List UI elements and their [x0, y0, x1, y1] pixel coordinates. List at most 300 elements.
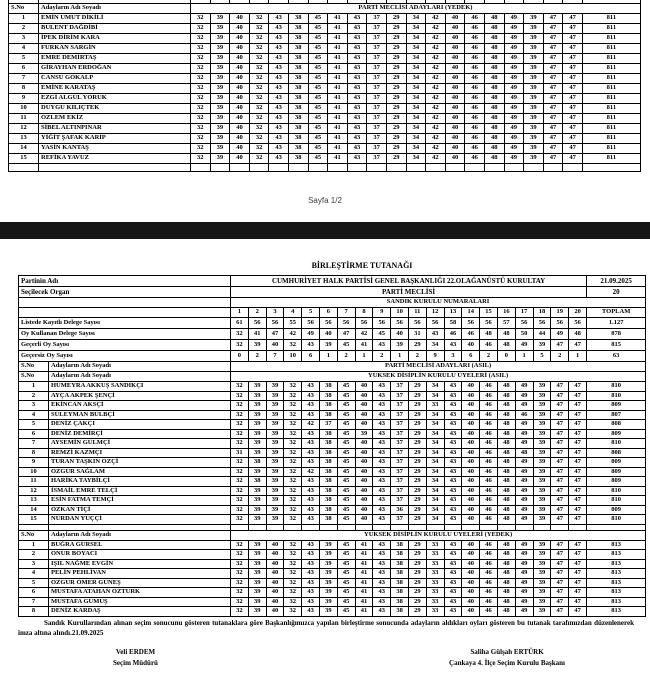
- stat-value-cell: 40: [462, 340, 480, 351]
- vote-cell: 29: [408, 540, 426, 550]
- vote-cell: 40: [445, 83, 465, 93]
- empty-name-cell: [39, 163, 191, 171]
- empty-vote-cell: [386, 163, 406, 171]
- vote-cell: 39: [524, 53, 544, 63]
- vote-cell: 37: [367, 153, 387, 163]
- vote-cell: 45: [337, 540, 355, 550]
- total-cell: 809: [587, 467, 646, 477]
- vote-cell: 46: [465, 143, 485, 153]
- candidate-sno-cell: 1: [9, 13, 39, 23]
- vote-cell: 46: [515, 410, 533, 420]
- vote-cell: 48: [497, 429, 515, 439]
- stat-value-cell: 50: [515, 329, 533, 340]
- stat-total-cell: 815: [587, 340, 646, 351]
- vote-cell: 32: [231, 467, 249, 477]
- vote-cell: 40: [462, 448, 480, 458]
- vote-cell: 32: [249, 63, 269, 73]
- vote-cell: 47: [569, 486, 587, 496]
- vote-cell: 49: [515, 420, 533, 430]
- stat-value-cell: 40: [266, 340, 284, 351]
- sno-header-cell: S.No: [19, 530, 49, 540]
- vote-cell: 37: [391, 382, 409, 392]
- vote-cell: 46: [465, 23, 485, 33]
- vote-cell: 39: [524, 153, 544, 163]
- stat-value-cell: 1: [569, 351, 587, 362]
- vote-cell: 40: [445, 123, 465, 133]
- vote-cell: 38: [288, 43, 308, 53]
- stat-value-cell: 56: [533, 318, 551, 329]
- vote-cell: 39: [319, 588, 337, 598]
- vote-cell: 32: [249, 23, 269, 33]
- vote-cell: 49: [504, 153, 524, 163]
- candidate-name-cell: NURDAN YÜÇÇİ: [49, 515, 231, 525]
- vote-cell: 34: [406, 103, 426, 113]
- page-number-label: Sayfa 1/2: [308, 196, 342, 205]
- vote-cell: 41: [355, 550, 373, 560]
- vote-cell: 34: [426, 486, 444, 496]
- vote-cell: 46: [480, 607, 498, 617]
- vote-cell: 47: [543, 33, 563, 43]
- vote-cell: 43: [302, 569, 320, 579]
- vote-cell: 39: [524, 143, 544, 153]
- vote-cell: 43: [302, 439, 320, 449]
- vote-cell: 34: [406, 143, 426, 153]
- vote-cell: 39: [533, 448, 551, 458]
- vote-cell: 39: [248, 540, 266, 550]
- vote-cell: 37: [391, 486, 409, 496]
- stat-value-cell: 1: [391, 351, 409, 362]
- vote-cell: 39: [248, 569, 266, 579]
- vote-cell: 39: [533, 559, 551, 569]
- stat-value-cell: 0: [497, 351, 515, 362]
- vote-cell: 45: [308, 43, 328, 53]
- vote-cell: 39: [248, 505, 266, 515]
- vote-cell: 37: [391, 448, 409, 458]
- vote-cell: 47: [563, 63, 583, 73]
- vote-cell: 39: [248, 391, 266, 401]
- stat-value-cell: 46: [462, 329, 480, 340]
- stat-row: [19, 329, 646, 340]
- vote-cell: 38: [319, 382, 337, 392]
- vote-cell: 49: [504, 33, 524, 43]
- ballot-number-cell: 17: [515, 308, 533, 318]
- vote-cell: 47: [569, 401, 587, 411]
- vote-cell: 32: [284, 448, 302, 458]
- vote-cell: 40: [445, 23, 465, 33]
- vote-cell: 32: [284, 410, 302, 420]
- vote-cell: 42: [426, 153, 446, 163]
- vote-cell: 41: [328, 23, 348, 33]
- stat-row: [19, 351, 646, 362]
- vote-cell: 29: [386, 123, 406, 133]
- vote-cell: 34: [406, 53, 426, 63]
- empty-vote-cell: [210, 163, 230, 171]
- vote-cell: 46: [480, 439, 498, 449]
- candidate-name-cell: PELİN PEHLİVAN: [49, 569, 231, 579]
- vote-cell: 43: [269, 23, 289, 33]
- candidate-name-cell: HARİKA TAYBİLÇİ: [49, 477, 231, 487]
- vote-cell: 49: [515, 458, 533, 468]
- vote-cell: 40: [462, 569, 480, 579]
- vote-cell: 40: [230, 133, 250, 143]
- vote-cell: 47: [551, 401, 569, 411]
- vote-cell: 47: [569, 550, 587, 560]
- vote-cell: 39: [248, 429, 266, 439]
- vote-cell: 40: [230, 33, 250, 43]
- vote-cell: 39: [248, 486, 266, 496]
- vote-cell: 43: [444, 597, 462, 607]
- vote-cell: 39: [266, 410, 284, 420]
- vote-cell: 49: [515, 439, 533, 449]
- total-cell: 811: [582, 43, 640, 53]
- ballot-number-cell: 4: [284, 308, 302, 318]
- vote-cell: 32: [249, 73, 269, 83]
- vote-cell: 48: [484, 103, 504, 113]
- vote-cell: 29: [408, 496, 426, 506]
- vote-cell: 47: [569, 559, 587, 569]
- name-header-cell: Adayların Adı Soyadı: [49, 362, 231, 372]
- vote-cell: 39: [266, 496, 284, 506]
- stat-value-cell: 45: [373, 329, 391, 340]
- candidate-row: [9, 93, 641, 103]
- vote-cell: 40: [445, 153, 465, 163]
- vote-cell: 39: [524, 73, 544, 83]
- vote-cell: 40: [230, 63, 250, 73]
- ballot-number-cell: 5: [302, 308, 320, 318]
- vote-cell: 29: [408, 448, 426, 458]
- stat-value-cell: 42: [355, 329, 373, 340]
- vote-cell: 38: [288, 153, 308, 163]
- vote-cell: 43: [373, 391, 391, 401]
- vote-cell: 47: [563, 153, 583, 163]
- vote-cell: 48: [497, 448, 515, 458]
- vote-cell: 45: [337, 607, 355, 617]
- vote-cell: 48: [497, 540, 515, 550]
- vote-cell: 29: [408, 429, 426, 439]
- vote-cell: 29: [408, 391, 426, 401]
- stat-total-cell: 63: [587, 351, 646, 362]
- vote-cell: 39: [533, 467, 551, 477]
- vote-cell: 45: [308, 83, 328, 93]
- vote-cell: 39: [266, 467, 284, 477]
- vote-cell: 39: [248, 607, 266, 617]
- vote-cell: 37: [367, 93, 387, 103]
- candidate-sno-cell: 13: [19, 496, 49, 506]
- vote-cell: 49: [504, 103, 524, 113]
- vote-cell: 40: [266, 588, 284, 598]
- vote-cell: 32: [231, 410, 249, 420]
- vote-cell: 43: [444, 588, 462, 598]
- vote-cell: 47: [569, 540, 587, 550]
- vote-cell: 38: [288, 143, 308, 153]
- vote-cell: 43: [302, 550, 320, 560]
- vote-cell: 43: [373, 410, 391, 420]
- vote-cell: 43: [444, 486, 462, 496]
- vote-cell: 40: [445, 43, 465, 53]
- vote-cell: 39: [319, 540, 337, 550]
- vote-cell: 37: [391, 391, 409, 401]
- vote-cell: 40: [266, 569, 284, 579]
- vote-cell: 40: [355, 401, 373, 411]
- vote-cell: 29: [386, 13, 406, 23]
- vote-cell: 38: [288, 63, 308, 73]
- total-cell: 811: [582, 93, 640, 103]
- vote-cell: 43: [302, 477, 320, 487]
- stat-value-cell: 56: [462, 318, 480, 329]
- vote-cell: 37: [319, 420, 337, 430]
- candidate-row: [19, 486, 646, 496]
- empty-vote-cell: [445, 163, 465, 171]
- vote-cell: 38: [319, 429, 337, 439]
- asil-ydk-header-row: [19, 372, 646, 382]
- vote-cell: 39: [533, 588, 551, 598]
- vote-cell: 43: [269, 143, 289, 153]
- vote-cell: 29: [386, 153, 406, 163]
- vote-cell: 48: [484, 123, 504, 133]
- vote-cell: 37: [367, 143, 387, 153]
- vote-cell: 46: [480, 588, 498, 598]
- vote-cell: 47: [543, 153, 563, 163]
- vote-cell: 45: [308, 23, 328, 33]
- vote-cell: 40: [462, 382, 480, 392]
- vote-cell: 39: [248, 588, 266, 598]
- vote-cell: 47: [569, 505, 587, 515]
- vote-cell: 48: [484, 73, 504, 83]
- empty-vote-cell: [347, 163, 367, 171]
- vote-cell: 29: [386, 53, 406, 63]
- vote-cell: 46: [465, 53, 485, 63]
- vote-cell: 38: [288, 23, 308, 33]
- vote-cell: 43: [444, 505, 462, 515]
- section-title-cell: PARTİ MECLİSİ ADAYLARI (YEDEK): [191, 3, 641, 13]
- vote-cell: 49: [515, 550, 533, 560]
- vote-cell: 29: [386, 113, 406, 123]
- candidate-sno-cell: 4: [19, 569, 49, 579]
- vote-cell: 45: [308, 63, 328, 73]
- vote-cell: 43: [373, 588, 391, 598]
- vote-cell: 45: [337, 401, 355, 411]
- vote-cell: 48: [497, 588, 515, 598]
- vote-cell: 48: [497, 420, 515, 430]
- vote-cell: 38: [248, 477, 266, 487]
- vote-cell: 29: [386, 23, 406, 33]
- vote-cell: 47: [551, 515, 569, 525]
- candidate-row: [19, 420, 646, 430]
- vote-cell: 48: [484, 13, 504, 23]
- vote-cell: 32: [249, 103, 269, 113]
- total-cell: 810: [587, 486, 646, 496]
- vote-cell: 46: [480, 458, 498, 468]
- stat-value-cell: 56: [391, 318, 409, 329]
- ballot-number-cell: 11: [408, 308, 426, 318]
- total-cell: 811: [582, 33, 640, 43]
- stat-value-cell: 47: [266, 329, 284, 340]
- vote-cell: 43: [444, 391, 462, 401]
- vote-cell: 47: [569, 439, 587, 449]
- vote-cell: 39: [524, 113, 544, 123]
- vote-cell: 32: [249, 53, 269, 63]
- vote-cell: 33: [426, 540, 444, 550]
- vote-cell: 47: [543, 113, 563, 123]
- ballot-number-cell: 8: [355, 308, 373, 318]
- candidate-name-cell: HÜMEYRA AKKUŞ SANDIKÇI: [49, 382, 231, 392]
- stat-value-cell: 32: [284, 340, 302, 351]
- total-cell: 813: [587, 578, 646, 588]
- vote-cell: 43: [302, 486, 320, 496]
- vote-cell: 34: [426, 410, 444, 420]
- vote-cell: 41: [328, 43, 348, 53]
- vote-cell: 37: [367, 83, 387, 93]
- vote-cell: 47: [551, 391, 569, 401]
- blank-cell: [19, 298, 231, 308]
- vote-cell: 39: [533, 540, 551, 550]
- ballot-header-cell: SANDIK KURULU NUMARALARI: [231, 298, 646, 308]
- vote-cell: 39: [355, 429, 373, 439]
- vote-cell: 34: [406, 133, 426, 143]
- vote-cell: 37: [367, 123, 387, 133]
- vote-cell: 40: [355, 410, 373, 420]
- candidate-row: [19, 401, 646, 411]
- stat-value-cell: 43: [302, 340, 320, 351]
- candidate-sno-cell: 6: [19, 429, 49, 439]
- total-cell: 813: [587, 569, 646, 579]
- vote-cell: 42: [426, 93, 446, 103]
- vote-cell: 49: [515, 429, 533, 439]
- vote-cell: 34: [406, 83, 426, 93]
- vote-cell: 43: [347, 153, 367, 163]
- candidate-name-cell: ÖZGÜR ÖMER GÜNEŞ: [49, 578, 231, 588]
- vote-cell: 47: [569, 448, 587, 458]
- vote-cell: 38: [288, 73, 308, 83]
- vote-cell: 40: [462, 486, 480, 496]
- vote-cell: 43: [269, 53, 289, 63]
- vote-cell: 39: [248, 559, 266, 569]
- ballot-number-cell: 2: [248, 308, 266, 318]
- vote-cell: 46: [465, 73, 485, 83]
- vote-cell: 43: [347, 13, 367, 23]
- vote-cell: 40: [462, 515, 480, 525]
- candidate-name-cell: REMZİ KAZMÇI: [49, 448, 231, 458]
- vote-cell: 46: [480, 420, 498, 430]
- vote-cell: 32: [231, 515, 249, 525]
- vote-cell: 43: [373, 382, 391, 392]
- vote-cell: 49: [504, 63, 524, 73]
- vote-cell: 40: [462, 578, 480, 588]
- vote-cell: 40: [266, 559, 284, 569]
- vote-cell: 34: [406, 63, 426, 73]
- stat-value-cell: 2: [248, 351, 266, 362]
- vote-cell: 38: [288, 133, 308, 143]
- vote-cell: 40: [230, 143, 250, 153]
- candidate-sno-cell: 1: [19, 540, 49, 550]
- vote-cell: 40: [445, 93, 465, 103]
- vote-cell: 39: [524, 13, 544, 23]
- vote-cell: 32: [249, 123, 269, 133]
- vote-cell: 46: [465, 43, 485, 53]
- vote-cell: 29: [408, 588, 426, 598]
- vote-cell: 48: [484, 63, 504, 73]
- page1-header-row: [9, 3, 641, 13]
- candidate-name-cell: ESİN FATMA TEMÇİ: [49, 496, 231, 506]
- vote-cell: 39: [524, 43, 544, 53]
- ballot-number-cell: 20: [569, 308, 587, 318]
- vote-cell: 49: [515, 578, 533, 588]
- vote-cell: 45: [337, 578, 355, 588]
- vote-cell: 49: [504, 143, 524, 153]
- vote-cell: 42: [302, 420, 320, 430]
- vote-cell: 32: [284, 578, 302, 588]
- vote-cell: 38: [319, 496, 337, 506]
- vote-cell: 43: [347, 73, 367, 83]
- vote-cell: 46: [480, 391, 498, 401]
- vote-cell: 47: [551, 607, 569, 617]
- vote-cell: 47: [569, 496, 587, 506]
- vote-cell: 42: [426, 103, 446, 113]
- vote-cell: 45: [337, 505, 355, 515]
- empty-vote-cell: [484, 163, 504, 171]
- vote-cell: 47: [551, 540, 569, 550]
- vote-cell: 40: [462, 429, 480, 439]
- candidate-row: [9, 23, 641, 33]
- vote-cell: 39: [210, 63, 230, 73]
- vote-cell: 48: [484, 93, 504, 103]
- vote-cell: 39: [210, 73, 230, 83]
- vote-cell: 48: [497, 515, 515, 525]
- vote-cell: 42: [302, 467, 320, 477]
- vote-cell: 32: [191, 13, 211, 23]
- candidate-row: [9, 33, 641, 43]
- vote-cell: 45: [308, 33, 328, 43]
- ballot-number-cell: 9: [373, 308, 391, 318]
- vote-cell: 43: [373, 496, 391, 506]
- empty-vote-cell: [543, 163, 563, 171]
- stat-value-cell: 42: [284, 329, 302, 340]
- date-cell: 21.09.2025: [587, 276, 646, 287]
- vote-cell: 39: [248, 401, 266, 411]
- vote-cell: 32: [231, 477, 249, 487]
- vote-cell: 46: [465, 123, 485, 133]
- stat-value-cell: 47: [551, 340, 569, 351]
- vote-cell: 43: [269, 103, 289, 113]
- vote-cell: 38: [248, 458, 266, 468]
- vote-cell: 48: [497, 401, 515, 411]
- vote-cell: 43: [373, 607, 391, 617]
- vote-cell: 48: [484, 133, 504, 143]
- vote-cell: 48: [497, 410, 515, 420]
- vote-cell: 39: [210, 103, 230, 113]
- vote-cell: 39: [248, 597, 266, 607]
- candidate-sno-cell: 8: [19, 448, 49, 458]
- vote-cell: 49: [515, 540, 533, 550]
- vote-cell: 45: [308, 133, 328, 143]
- vote-cell: 48: [497, 477, 515, 487]
- asil-pm-header-row: [19, 362, 646, 372]
- vote-cell: 40: [355, 382, 373, 392]
- vote-cell: 48: [497, 458, 515, 468]
- total-cell: 811: [582, 73, 640, 83]
- vote-cell: 39: [248, 515, 266, 525]
- vote-cell: 32: [249, 93, 269, 103]
- vote-cell: 47: [569, 477, 587, 487]
- vote-cell: 32: [231, 578, 249, 588]
- stat-value-cell: 1: [319, 351, 337, 362]
- vote-cell: 46: [480, 410, 498, 420]
- vote-cell: 46: [480, 597, 498, 607]
- vote-cell: 32: [284, 391, 302, 401]
- vote-cell: 32: [191, 53, 211, 63]
- name-header-cell: Adayların Adı Soyadı: [49, 372, 231, 382]
- candidate-row: [19, 382, 646, 392]
